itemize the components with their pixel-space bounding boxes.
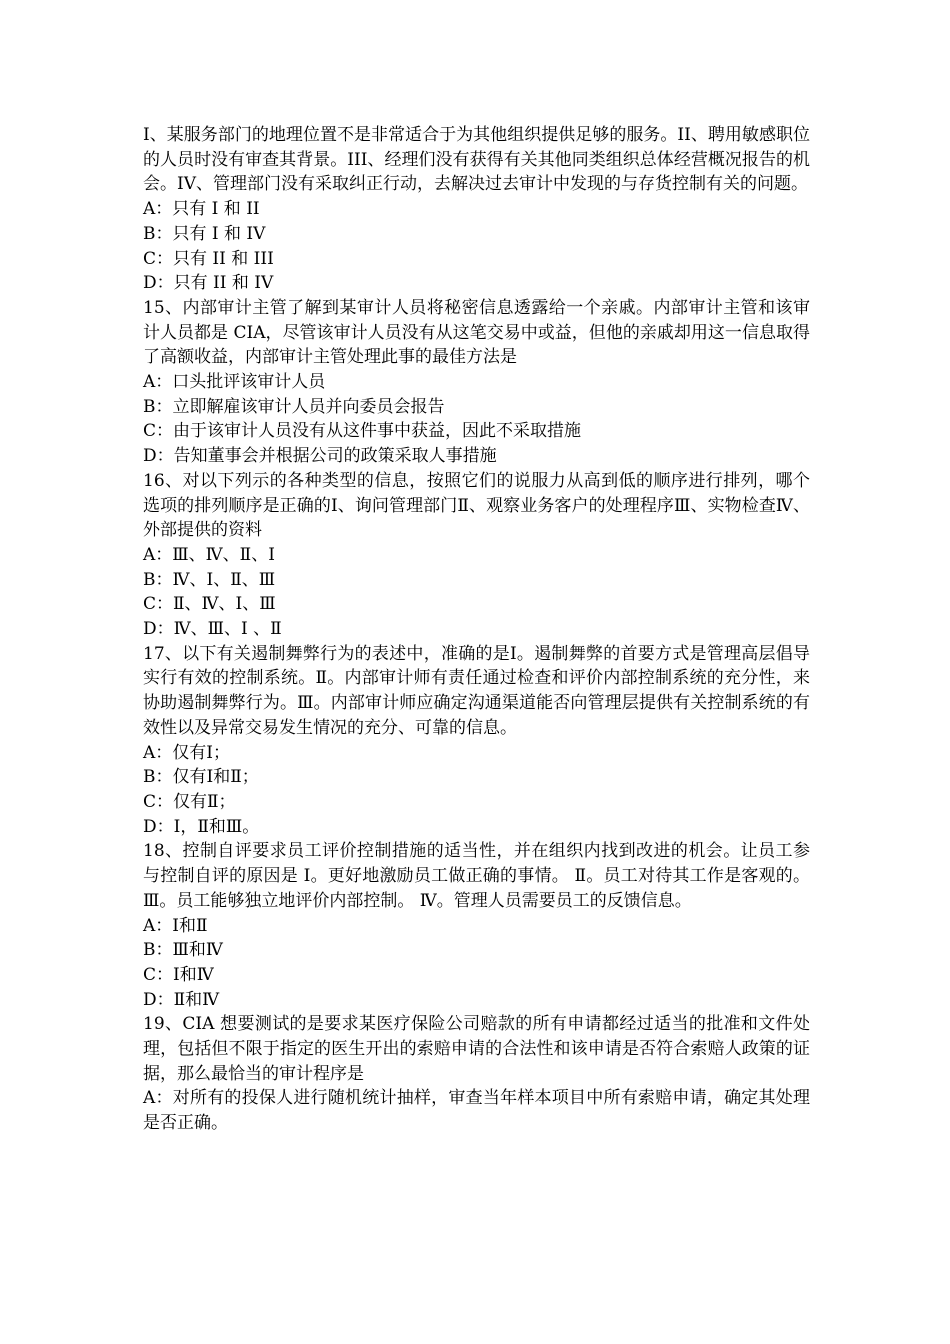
answer-option-a: A：口头批评该审计人员 xyxy=(143,372,326,393)
answer-option-b: B：Ⅳ、Ⅰ、Ⅱ、Ⅲ xyxy=(143,569,276,590)
answer-option-a: A：只有 I 和 II xyxy=(143,199,260,220)
answer-option-c: C：只有 II 和 III xyxy=(143,248,274,269)
question-16: 16、对以下列示的各种类型的信息，按照它们的说服力从高到低的顺序进行排列，哪个选项的排列顺序是正确的Ⅰ、询问管理部门Ⅱ、观察业务客户的处理程序Ⅲ、实物检查Ⅳ、外部提供的资料 xyxy=(143,470,810,541)
answer-option-d: D：只有 II 和 IV xyxy=(143,273,274,294)
answer-option-b: B：立即解雇该审计人员并向委员会报告 xyxy=(143,396,445,417)
answer-option-a: A：对所有的投保人进行随机统计抽样，审查当年样本项目中所有索赔申请，确定其处理是否正确。 xyxy=(143,1088,810,1134)
answer-option-b: B：仅有Ⅰ和Ⅱ； xyxy=(143,767,259,788)
answer-option-d: D：Ⅰ，Ⅱ和Ⅲ。 xyxy=(143,816,260,837)
answer-option-d: D：告知董事会并根据公司的政策采取人事措施 xyxy=(143,446,497,467)
answer-option-c: C：Ⅱ、Ⅳ、Ⅰ、Ⅲ xyxy=(143,594,276,615)
answer-option-c: C：Ⅰ和Ⅳ xyxy=(143,964,214,985)
answer-option-a: A：仅有Ⅰ； xyxy=(143,742,230,763)
answer-option-d: D：Ⅱ和Ⅳ xyxy=(143,989,220,1010)
question-19: 19、CIA 想要测试的是要求某医疗保险公司赔款的所有申请都经过适当的批准和文件处理，包括但不限于指定的医生开出的索赔申请的合法性和该申请是否符合索赔人政策的证据，那么最恰当的审计程序是 xyxy=(143,1014,810,1084)
answer-option-b: B：Ⅲ和Ⅳ xyxy=(143,940,223,961)
question-15: 15、内部审计主管了解到某审计人员将秘密信息透露给一个亲戚。内部审计主管和该审计人员都是 CIA，尽管该审计人员没有从这笔交易中或益，但他的亲戚却用这一信息取得了高额收益，内部审计主管处理此事的最佳方法是 xyxy=(143,297,810,368)
answer-option-c: C：由于该审计人员没有从这件事中获益，因此不采取措施 xyxy=(143,421,582,442)
answer-option-a: A：Ⅰ和Ⅱ xyxy=(143,915,208,936)
answer-option-a: A：Ⅲ、Ⅳ、Ⅱ、Ⅰ xyxy=(143,544,275,565)
answer-option-c: C：仅有Ⅱ； xyxy=(143,791,236,812)
question-18: 18、控制自评要求员工评价控制措施的适当性，并在组织内找到改进的机会。让员工参与控制自评的原因是 Ⅰ。更好地激励员工做正确的事情。 Ⅱ。员工对待其工作是客观的。 Ⅲ。员工能够独立地评价内部控制。 Ⅳ。管理人员需要员工的反馈信息。 xyxy=(143,841,810,911)
question-text: I、某服务部门的地理位置不是非常适合于为其他组织提供足够的服务。II、聘用敏感职位的人员时没有审查其背景。III、经理们没有获得有关其他同类组织总体经营概况报告的机会。IV、管理部门没有采取纠正行动，去解决过去审计中发现的与存货控制有关的问题。 xyxy=(143,125,810,195)
exam-text-body xyxy=(143,123,810,1136)
question-17: 17、以下有关遏制舞弊行为的表述中，准确的是Ⅰ。遏制舞弊的首要方式是管理高层倡导实行有效的控制系统。Ⅱ。内部审计师有责任通过检查和评价内部控制系统的充分性，来协助遏制舞弊行为。Ⅲ。内部审计师应确定沟通渠道能否向管理层提供有关控制系统的有效性以及异常交易发生情况的充分、可靠的信息。 xyxy=(143,643,810,738)
answer-option-d: D：Ⅳ、Ⅲ、Ⅰ 、Ⅱ xyxy=(143,619,282,640)
answer-option-b: B：只有 I 和 IV xyxy=(143,223,266,244)
